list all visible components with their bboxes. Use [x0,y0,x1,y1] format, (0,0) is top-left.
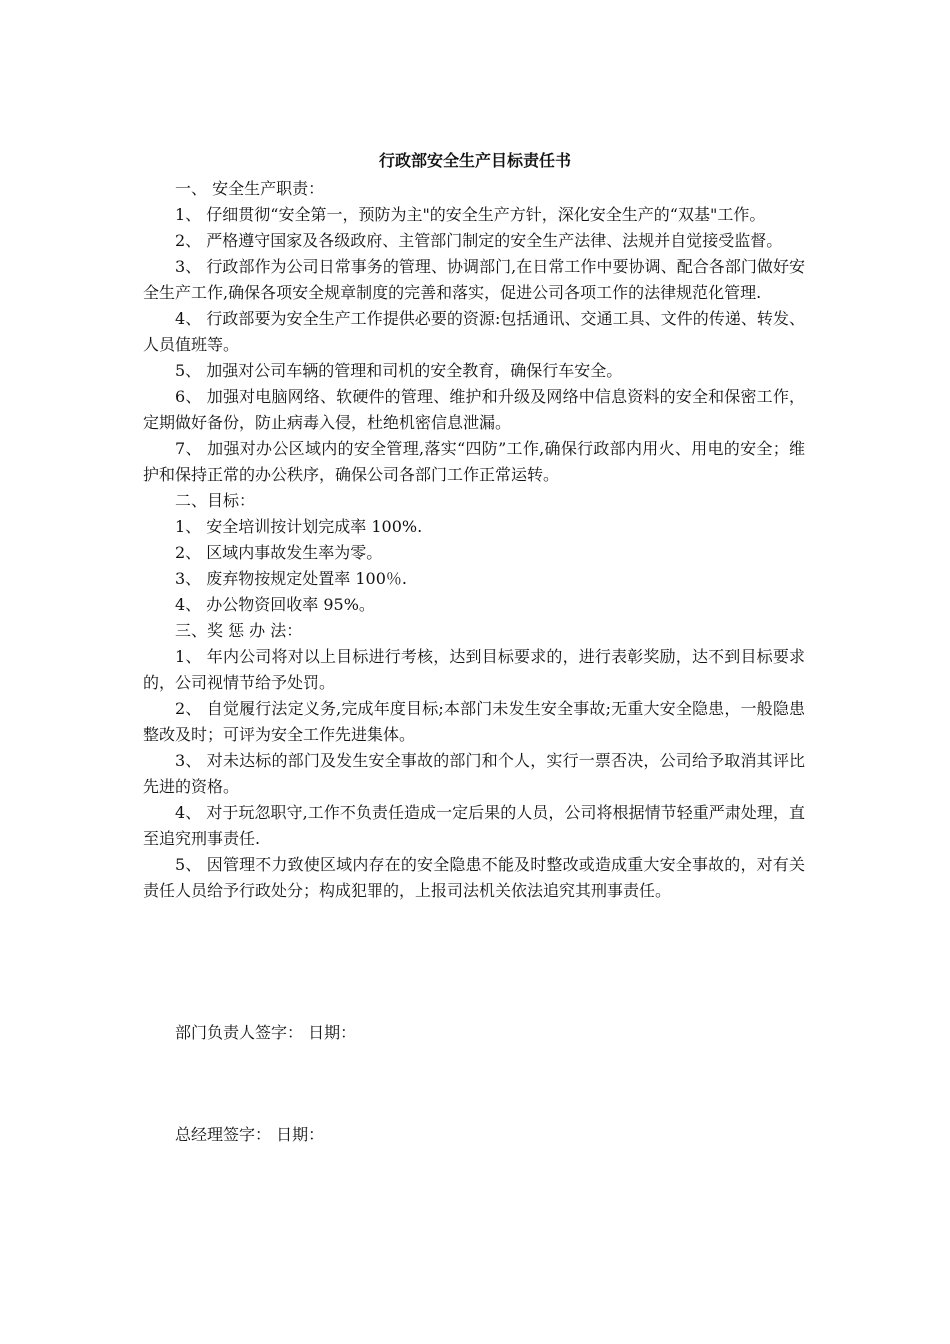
duty-item: 6、 加强对电脑网络、软硬件的管理、维护和升级及网络中信息资料的安全和保密工作，定期做好备份，防止病毒入侵，杜绝机密信息泄漏。 [143,387,805,432]
document-body [143,176,805,904]
section-heading-duties: 一、 安全生产职责： [175,179,325,198]
reward-item: 3、 对未达标的部门及发生安全事故的部门和个人，实行一票否决，公司给予取消其评比先进的资格。 [143,751,805,796]
goal-item: 2、 区域内事故发生率为零。 [175,543,383,562]
reward-item: 1、 年内公司将对以上目标进行考核，达到目标要求的，进行表彰奖励，达不到目标要求的，公司视情节给予处罚。 [143,647,805,692]
goal-item: 1、 安全培训按计划完成率 100%. [175,517,423,536]
reward-item: 5、 因管理不力致使区域内存在的安全隐患不能及时整改或造成重大安全事故的，对有关责任人员给予行政处分；构成犯罪的，上报司法机关依法追究其刑事责任。 [143,855,805,900]
goal-item: 4、 办公物资回收率 95%。 [175,595,375,614]
department-signature-line: 部门负责人签字： 日期： [175,1023,357,1042]
duty-item: 7、 加强对办公区域内的安全管理,落实“四防”工作,确保行政部内用火、用电的安全；维护和保持正常的办公秩序，确保公司各部门工作正常运转。 [143,439,805,484]
duty-item: 1、 仔细贯彻“安全第一，预防为主"的安全生产方针，深化安全生产的“双基"工作。 [175,205,766,224]
duty-item: 4、 行政部要为安全生产工作提供必要的资源:包括通讯、交通工具、文件的传递、转发、人员值班等。 [143,309,805,354]
duty-item: 5、 加强对公司车辆的管理和司机的安全教育，确保行车安全。 [175,361,623,380]
goal-item: 3、 废弃物按规定处置率 100％. [175,569,407,588]
general-manager-signature-line: 总经理签字： 日期： [175,1125,325,1144]
reward-item: 2、 自觉履行法定义务,完成年度目标;本部门未发生安全事故;无重大安全隐患，一般隐患整改及时；可评为安全工作先进集体。 [143,699,805,744]
duty-item: 3、 行政部作为公司日常事务的管理、协调部门,在日常工作中要协调、配合各部门做好安全生产工作,确保各项安全规章制度的完善和落实，促进公司各项工作的法律规范化管理. [143,257,805,302]
document-title: 行政部安全生产目标责任书 [378,151,571,170]
duty-item: 2、 严格遵守国家及各级政府、主管部门制定的安全生产法律、法规并自觉接受监督。 [175,231,783,250]
reward-item: 4、 对于玩忽职守,工作不负责任造成一定后果的人员，公司将根据情节轻重严肃处理，直至追究刑事责任. [143,803,805,848]
section-heading-goals: 二、目标： [175,491,256,510]
section-heading-rewards: 三、奖 惩 办 法： [175,621,303,640]
